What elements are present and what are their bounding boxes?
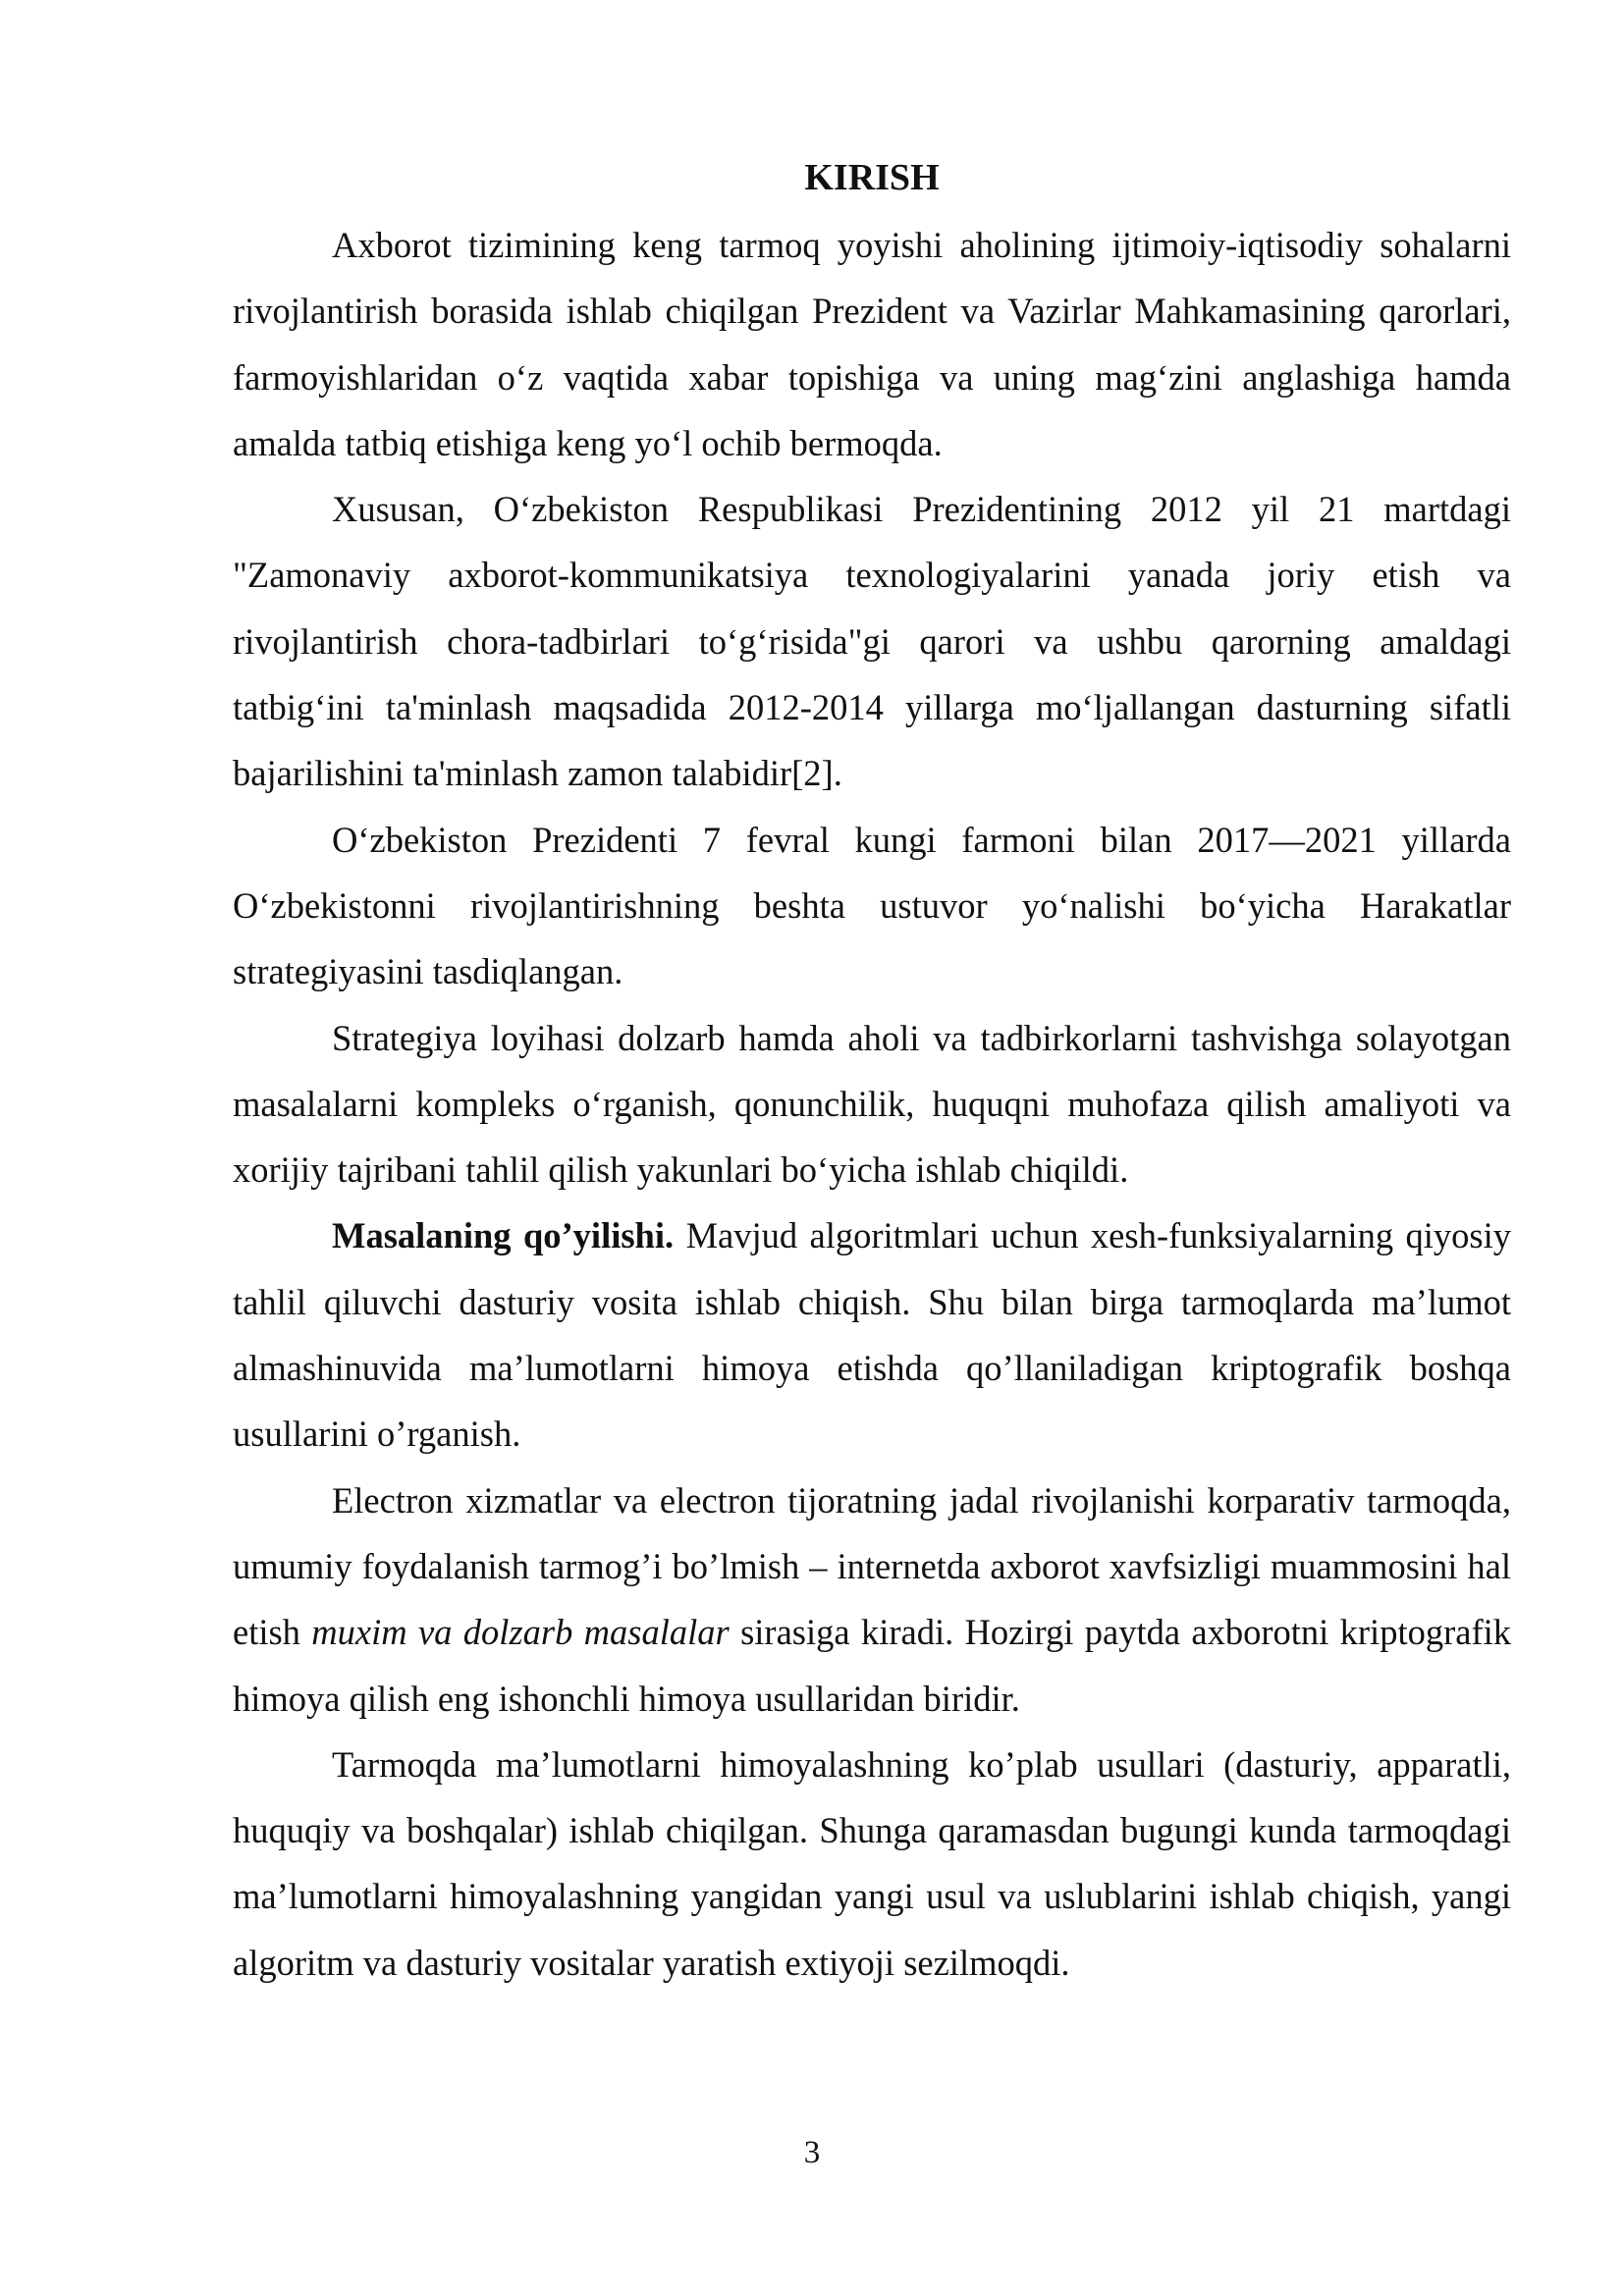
paragraph-6-text-after: sirasiga kiradi. Hozirgi paytda axborotni kriptografik himoya qilish eng ishonchli himoya usullaridan biridir. — [233, 1612, 1511, 1719]
paragraph-6 — [233, 1468, 1511, 1732]
paragraph-7: Tarmoqda ma’lumotlarni himoyalashning ko’plab usullari (dasturiy, apparatli, huquqiy va boshqalar) ishlab chiqilgan. Shunga qaramasdan bugungi kunda tarmoqdagi ma’lumotlarni himoyalashning yangidan yangi usul va uslublarini ishlab chiqish, yangi algoritm va dasturiy vositalar yaratish extiyoji sezilmoqdi. — [233, 1743, 1511, 1983]
page-body — [233, 147, 1511, 1996]
paragraph-5 — [233, 1202, 1511, 1467]
paragraph-4: Strategiya loyihasi dolzarb hamda aholi va tadbirkorlarni tashvishga solayotgan masalalarni kompleks oʻrganish, qonunchilik, huquqni muhofaza qilish amaliyoti va xorijiy tajribani tahlil qilish yakunlari boʻyicha ishlab chiqildi. — [233, 1017, 1511, 1191]
paragraph-1: Axborot tizimining keng tarmoq yoyishi aholining ijtimoiy-iqtisodiy sohalarni rivojlantirish borasida ishlab chiqilgan Prezident va Vazirlar Mahkamasining qarorlari, farmoyishlaridan oʻz vaqtida xabar topishiga va uning magʻzini anglashiga hamda amalda tatbiq etishiga keng yoʻl ochib bermoqda. — [233, 225, 1511, 463]
page-number: 3 — [803, 2135, 821, 2170]
paragraph-3: Oʻzbekiston Prezidenti 7 fevral kungi farmoni bilan 2017—2021 yillarda Oʻzbekistonni rivojlantirishning beshta ustuvor yoʻnalishi boʻyicha Harakatlar strategiyasini tasdiqlangan. — [233, 819, 1511, 992]
section-heading: KIRISH — [804, 157, 940, 198]
problem-statement-lead: Masalaning qo’yilishi. — [332, 1215, 675, 1256]
paragraph-6-text-before: Electron xizmatlar va electron tijoratning jadal rivojlanishi korparativ tarmoqda, umumiy foydalanish tarmog’i bo’lmish – internetda axborot xavfsizligi muammosini hal etish — [233, 1479, 1511, 1653]
paragraph-6-italic: muxim va dolzarb masalalar — [311, 1612, 730, 1653]
paragraph-2: Xususan, Oʻzbekiston Respublikasi Prezidentining 2012 yil 21 martdagi "Zamonaviy axborot-kommunikatsiya texnologiyalarini yanada joriy etish va rivojlantirish chora-tadbirlari toʻgʻrisida"gi qarori va ushbu qarorning amaldagi tatbigʻini ta'minlash maqsadida 2012-2014 yillarga moʻljallangan dasturning sifatli bajarilishini ta'minlash zamon talabidir[2]. — [233, 489, 1511, 794]
paragraph-5-text: Mavjud algoritmlari uchun xesh-funksiyalarning qiyosiy tahlil qiluvchi dasturiy vosita ishlab chiqish. Shu bilan birga tarmoqlarda ma’lumot almashinuvida ma’lumotlarni himoya etishda qo’llaniladigan kriptografik boshqa usullarini o’rganish. — [233, 1215, 1511, 1455]
